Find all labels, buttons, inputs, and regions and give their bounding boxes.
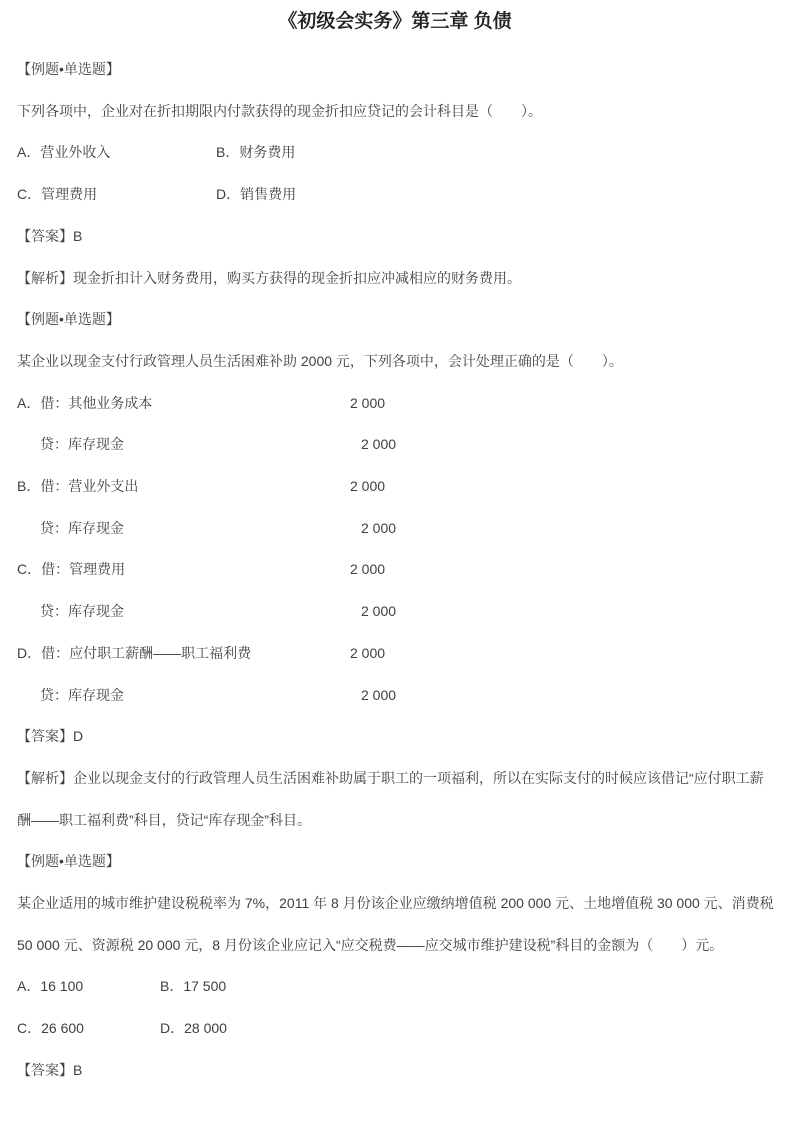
q2-entry-d-debit-text: D．借：应付职工薪酬——职工福利费 — [17, 644, 252, 661]
q3-question-line1: 某企业适用的城市维护建设税税率为 7%，2011 年 8 月份该企业应缴纳增值税 200 000 元、土地增值税 30 000 元、消费税 — [17, 895, 774, 912]
q3-options-row-ab — [17, 966, 773, 1008]
q3-option-d: D．28 000 — [160, 1020, 227, 1037]
q2-type-label: 【例题•单选题】 — [17, 311, 120, 328]
q1-options-row-cd — [17, 174, 773, 216]
q2-entry-b-debit-text: B．借：营业外支出 — [17, 478, 139, 495]
q1-options-row-ab — [17, 132, 773, 174]
q3-answer: 【答案】B — [17, 1061, 83, 1078]
q3-question-line2: 50 000 元、资源税 20 000 元，8 月份该企业应记入“应交税费——应交城市维护建设税”科目的金额为（ ）元。 — [17, 936, 724, 953]
q1-option-c: C．管理费用 — [17, 186, 98, 203]
q2-entry-c-credit-text: 贷：库存现金 — [40, 603, 124, 620]
q2-entry-a-credit-text: 贷：库存现金 — [40, 436, 124, 453]
q2-entry-d-credit-amount: 2 000 — [361, 686, 397, 703]
q1-option-a: A．营业外收入 — [17, 144, 111, 161]
q1-type-label: 【例题•单选题】 — [17, 61, 120, 77]
q2-entry-a-debit-text: A．借：其他业务成本 — [17, 394, 153, 411]
q2-entry-a-debit — [17, 383, 773, 425]
q3-option-b: B．17 500 — [160, 978, 227, 995]
q2-entry-b-credit — [17, 508, 773, 550]
q2-entry-a-debit-amount: 2 000 — [350, 394, 386, 411]
q3-type-label: 【例题•单选题】 — [17, 853, 120, 870]
q1-option-b: B．财务费用 — [216, 144, 296, 161]
page-title: 《初级会实务》第三章 负债 — [278, 11, 512, 32]
q1-answer: 【答案】B — [17, 227, 83, 244]
q1-option-d: D．销售费用 — [216, 186, 297, 203]
q2-answer: 【答案】D — [17, 728, 84, 745]
q1-question: 下列各项中，企业对在折扣期限内付款获得的现金折扣应贷记的会计科目是（ ）。 — [17, 102, 542, 119]
q2-entry-b-debit-amount: 2 000 — [350, 478, 386, 495]
q3-option-a: A．16 100 — [17, 978, 84, 995]
q3-option-c: C．26 600 — [17, 1020, 84, 1037]
q2-entry-d-credit-text: 贷：库存现金 — [40, 686, 124, 703]
q2-analysis-line2: 酬——职工福利费”科目，贷记“库存现金”科目。 — [17, 811, 311, 828]
q2-entry-c-debit-text: C．借：管理费用 — [17, 561, 126, 578]
q2-entry-d-credit — [17, 675, 773, 717]
q1-analysis: 【解析】现金折扣计入财务费用，购买方获得的现金折扣应冲减相应的财务费用。 — [17, 269, 521, 286]
q2-entry-b-credit-amount: 2 000 — [361, 519, 397, 536]
q3-options-row-cd — [17, 1008, 773, 1050]
q2-entry-c-credit — [17, 591, 773, 633]
q2-entry-c-credit-amount: 2 000 — [361, 603, 397, 620]
q2-question: 某企业以现金支付行政管理人员生活困难补助 2000 元，下列各项中，会计处理正确的是（ ）。 — [17, 352, 623, 369]
q2-entry-a-credit — [17, 424, 773, 466]
q2-analysis-line1: 【解析】企业以现金支付的行政管理人员生活困难补助属于职工的一项福利，所以在实际支付的时候应该借记“应付职工薪 — [17, 769, 764, 786]
q2-entry-b-debit — [17, 466, 773, 508]
q2-entry-b-credit-text: 贷：库存现金 — [40, 519, 124, 536]
q2-entry-c-debit — [17, 549, 773, 591]
q2-entry-c-debit-amount: 2 000 — [350, 561, 386, 578]
q2-entry-d-debit — [17, 633, 773, 675]
q2-entry-d-debit-amount: 2 000 — [350, 644, 386, 661]
q2-entry-a-credit-amount: 2 000 — [361, 436, 397, 453]
